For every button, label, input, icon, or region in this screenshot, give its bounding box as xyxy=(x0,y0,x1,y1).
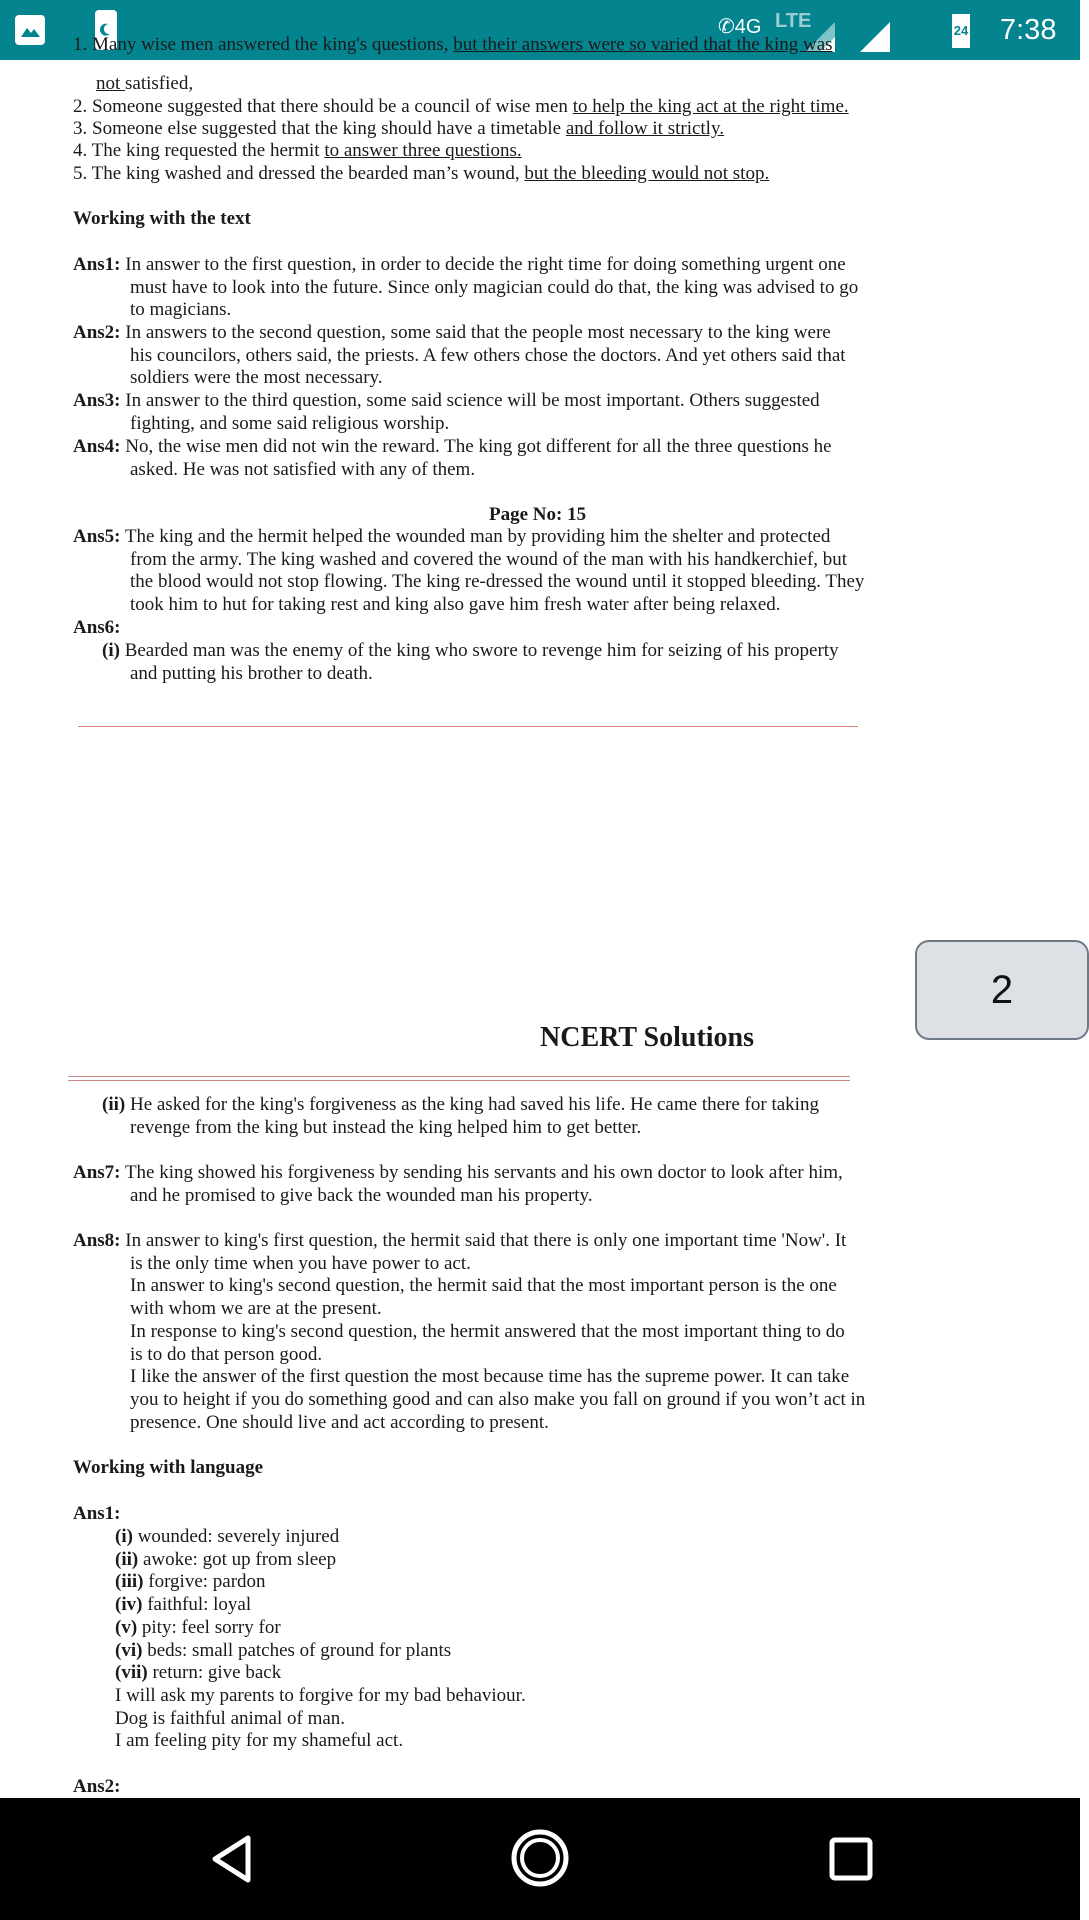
answer-text: took him to hut for taking rest and king also gave him fresh water after being relaxed. xyxy=(130,594,781,616)
answer-label: Ans3: xyxy=(73,390,121,411)
answer-text: from the army. The king washed and covered the wound of the man with his handkerchief, but xyxy=(130,548,848,570)
answer-line xyxy=(130,1252,471,1275)
answer-line xyxy=(102,639,839,662)
answer-line xyxy=(73,1161,843,1184)
answer-text: The king showed his forgiveness by sending his servants and his own doctor to look after him, xyxy=(124,1162,843,1183)
answer-text: to magicians. xyxy=(130,299,232,321)
vocab-item xyxy=(115,1570,266,1593)
battery-level: 24 xyxy=(953,23,969,38)
vocab-text: faithful: loyal xyxy=(142,1594,252,1616)
vocab-item xyxy=(115,1525,339,1548)
header-rule xyxy=(68,1076,850,1081)
answer-text: In answer to king's first question, the hermit said that there is only one important time 'Now'. It xyxy=(125,1230,847,1251)
vocab-number: (i) xyxy=(115,1526,133,1547)
answer-text: I like the answer of the first question the most because time has the supreme power. It can take xyxy=(130,1366,850,1388)
answer-text: Bearded man was the enemy of the king who swore to revenge him for seizing of his property xyxy=(124,640,839,661)
answer-text: He asked for the king's forgiveness as the king had saved his life. He came there for taking xyxy=(129,1094,819,1115)
list-item-text: 4. The king requested the hermit xyxy=(73,140,325,161)
answer-text: must have to look into the future. Since only magician could do that, the king was advised to go xyxy=(130,276,859,298)
underlined-text: but the bleeding would not stop. xyxy=(524,163,770,184)
answer-line xyxy=(130,1274,837,1297)
page-number-label xyxy=(489,503,586,526)
vocab-number: (v) xyxy=(115,1616,138,1638)
answer-text: presence. One should live and act according to present. xyxy=(130,1411,549,1433)
vocab-number: (vi) xyxy=(115,1639,143,1661)
page-header xyxy=(540,1021,754,1055)
answer-label: Ans4: xyxy=(73,436,121,457)
clock: 7:38 xyxy=(1000,14,1057,46)
answer-label: (i) xyxy=(102,640,120,661)
sentence xyxy=(115,1707,345,1730)
answer-line xyxy=(130,1297,382,1320)
answer-label: Ans1: xyxy=(73,254,121,275)
call-4g-icon: ✆4G xyxy=(718,16,762,38)
answer-line xyxy=(73,389,820,412)
answer-line xyxy=(130,570,864,593)
answer-line xyxy=(73,1229,846,1252)
answer-text: fighting, and some said religious worship. xyxy=(130,412,450,434)
answer-line xyxy=(130,412,449,435)
answer-label: Ans7: xyxy=(73,1162,121,1183)
answer-line xyxy=(130,298,231,321)
answer-label: Ans8: xyxy=(73,1230,121,1251)
list-item xyxy=(73,117,724,140)
answer-text: In response to king's second question, the hermit answered that the most important thing to do xyxy=(130,1320,845,1342)
list-item-text: 2. Someone suggested that there should be a council of wise men xyxy=(73,96,573,117)
answer-text: and he promised to give back the wounded man his property. xyxy=(130,1184,593,1206)
answer-line xyxy=(130,458,475,481)
answer-label xyxy=(73,1502,121,1525)
page-header-text: NCERT Solutions xyxy=(540,1022,755,1053)
sentence xyxy=(115,1729,403,1752)
vocab-item xyxy=(115,1593,251,1616)
vocab-item xyxy=(115,1548,336,1571)
answer-line xyxy=(130,344,846,367)
list-item xyxy=(73,95,849,118)
list-item-text: satisfied, xyxy=(125,73,194,94)
answer-line xyxy=(130,1365,849,1388)
answer-text: is the only time when you have power to act. xyxy=(130,1252,471,1274)
vocab-number: (iii) xyxy=(115,1571,144,1593)
answer-label: Ans5: xyxy=(73,526,121,547)
answer-line xyxy=(130,1320,845,1343)
answer-line xyxy=(73,435,832,458)
answer-text: soldiers were the most necessary. xyxy=(130,367,383,389)
section-heading-text: Working with the text xyxy=(73,208,251,229)
list-item-text: 3. Someone else suggested that the king should have a timetable xyxy=(73,118,566,139)
answer-label: Ans1: xyxy=(73,1503,121,1524)
network-type: 4G xyxy=(734,16,762,38)
section-heading xyxy=(73,207,251,230)
vocab-number: (ii) xyxy=(115,1548,139,1570)
answer-text: In answers to the second question, some said that the people most necessary to the king were xyxy=(125,322,831,343)
answer-line xyxy=(130,1343,322,1366)
answer-text: No, the wise men did not win the reward. The king got different for all the three questions he xyxy=(125,436,832,457)
recents-button[interactable] xyxy=(828,1836,874,1882)
answer-label: Ans6: xyxy=(73,617,121,638)
answer-line xyxy=(130,276,858,299)
underlined-text: and follow it strictly. xyxy=(565,118,724,139)
page-number-text: Page No: 15 xyxy=(489,504,587,525)
document-view[interactable] xyxy=(0,34,1080,1798)
answer-text: and putting his brother to death. xyxy=(130,662,373,684)
list-item xyxy=(73,33,833,56)
page-indicator-text: 2 xyxy=(990,968,1014,1012)
answer-text: with whom we are at the present. xyxy=(130,1298,382,1320)
battery-icon xyxy=(952,14,970,48)
vocab-number: (vii) xyxy=(115,1662,148,1684)
answer-label xyxy=(73,1775,121,1798)
list-item-text: 5. The king washed and dressed the bearded man’s wound, xyxy=(73,163,525,184)
answer-label: Ans2: xyxy=(73,1776,121,1797)
answer-line xyxy=(130,366,383,389)
underlined-text: to help the king act at the right time. xyxy=(572,96,849,117)
home-button[interactable] xyxy=(510,1828,570,1888)
gallery-notification-icon xyxy=(15,15,45,45)
answer-text: In answer to king's second question, the hermit said that the most important person is the one xyxy=(130,1275,837,1297)
underlined-text: not xyxy=(96,73,126,94)
section-heading-text: Working with language xyxy=(73,1457,264,1478)
answer-label: Ans2: xyxy=(73,322,121,343)
vocab-text: awoke: got up from sleep xyxy=(138,1548,337,1570)
answer-line xyxy=(130,1116,641,1139)
answer-text: In answer to the third question, some said science will be most important. Others suggested xyxy=(125,390,820,411)
answer-text: is to do that person good. xyxy=(130,1343,323,1365)
answer-label: (ii) xyxy=(102,1094,126,1115)
answer-text: revenge from the king but instead the king helped him to get better. xyxy=(130,1116,642,1138)
answer-line xyxy=(73,253,846,276)
navigation-bar xyxy=(0,1798,1080,1920)
answer-text: asked. He was not satisfied with any of them. xyxy=(130,458,476,480)
answer-line xyxy=(102,1093,819,1116)
answer-text: you to height if you do something good and can also make you fall on ground if you won’t act in xyxy=(130,1388,866,1410)
answer-line xyxy=(130,1184,593,1207)
page-divider xyxy=(78,726,858,727)
sentence-text: Dog is faithful animal of man. xyxy=(115,1707,346,1729)
vocab-item xyxy=(115,1616,281,1639)
vocab-text: beds: small patches of ground for plants xyxy=(142,1639,452,1661)
list-item-text: 1. Many wise men answered the king's questions, xyxy=(73,34,454,55)
sentence-text: I will ask my parents to forgive for my bad behaviour. xyxy=(115,1684,526,1706)
list-item xyxy=(73,162,769,185)
sentence-text: I am feeling pity for my shameful act. xyxy=(115,1730,404,1752)
list-item xyxy=(73,139,522,162)
answer-label xyxy=(73,616,121,639)
underlined-text: to answer three questions. xyxy=(324,140,522,161)
answer-line xyxy=(130,662,373,685)
answer-line xyxy=(73,525,830,548)
vocab-item xyxy=(115,1639,451,1662)
vocab-text: return: give back xyxy=(147,1662,282,1684)
answer-text: In answer to the first question, in order to decide the right time for doing something urgent one xyxy=(125,254,846,275)
vocab-text: forgive: pardon xyxy=(143,1571,266,1593)
answer-line xyxy=(130,1411,549,1434)
vocab-text: pity: feel sorry for xyxy=(137,1616,281,1638)
answer-line xyxy=(130,548,847,571)
answer-line xyxy=(130,1388,865,1411)
answer-line xyxy=(73,321,831,344)
answer-line xyxy=(130,593,781,616)
vocab-text: wounded: severely injured xyxy=(132,1526,340,1547)
back-button[interactable] xyxy=(210,1834,252,1884)
answer-text: The king and the hermit helped the wounded man by providing him the shelter and protected xyxy=(124,526,831,547)
lte-icon: LTE xyxy=(775,10,812,32)
underlined-text: but their answers were so varied that the king was xyxy=(453,34,833,55)
list-item xyxy=(96,72,193,95)
answer-text: the blood would not stop flowing. The king re-dressed the wound until it stopped bleeding. They xyxy=(130,571,865,593)
vocab-number: (iv) xyxy=(115,1594,143,1616)
vocab-item xyxy=(115,1661,281,1684)
answer-text: his councilors, others said, the priests. A few others chose the doctors. And yet others said that xyxy=(130,344,846,366)
page-indicator xyxy=(915,940,1089,1040)
section-heading xyxy=(73,1456,263,1479)
sentence xyxy=(115,1684,526,1707)
